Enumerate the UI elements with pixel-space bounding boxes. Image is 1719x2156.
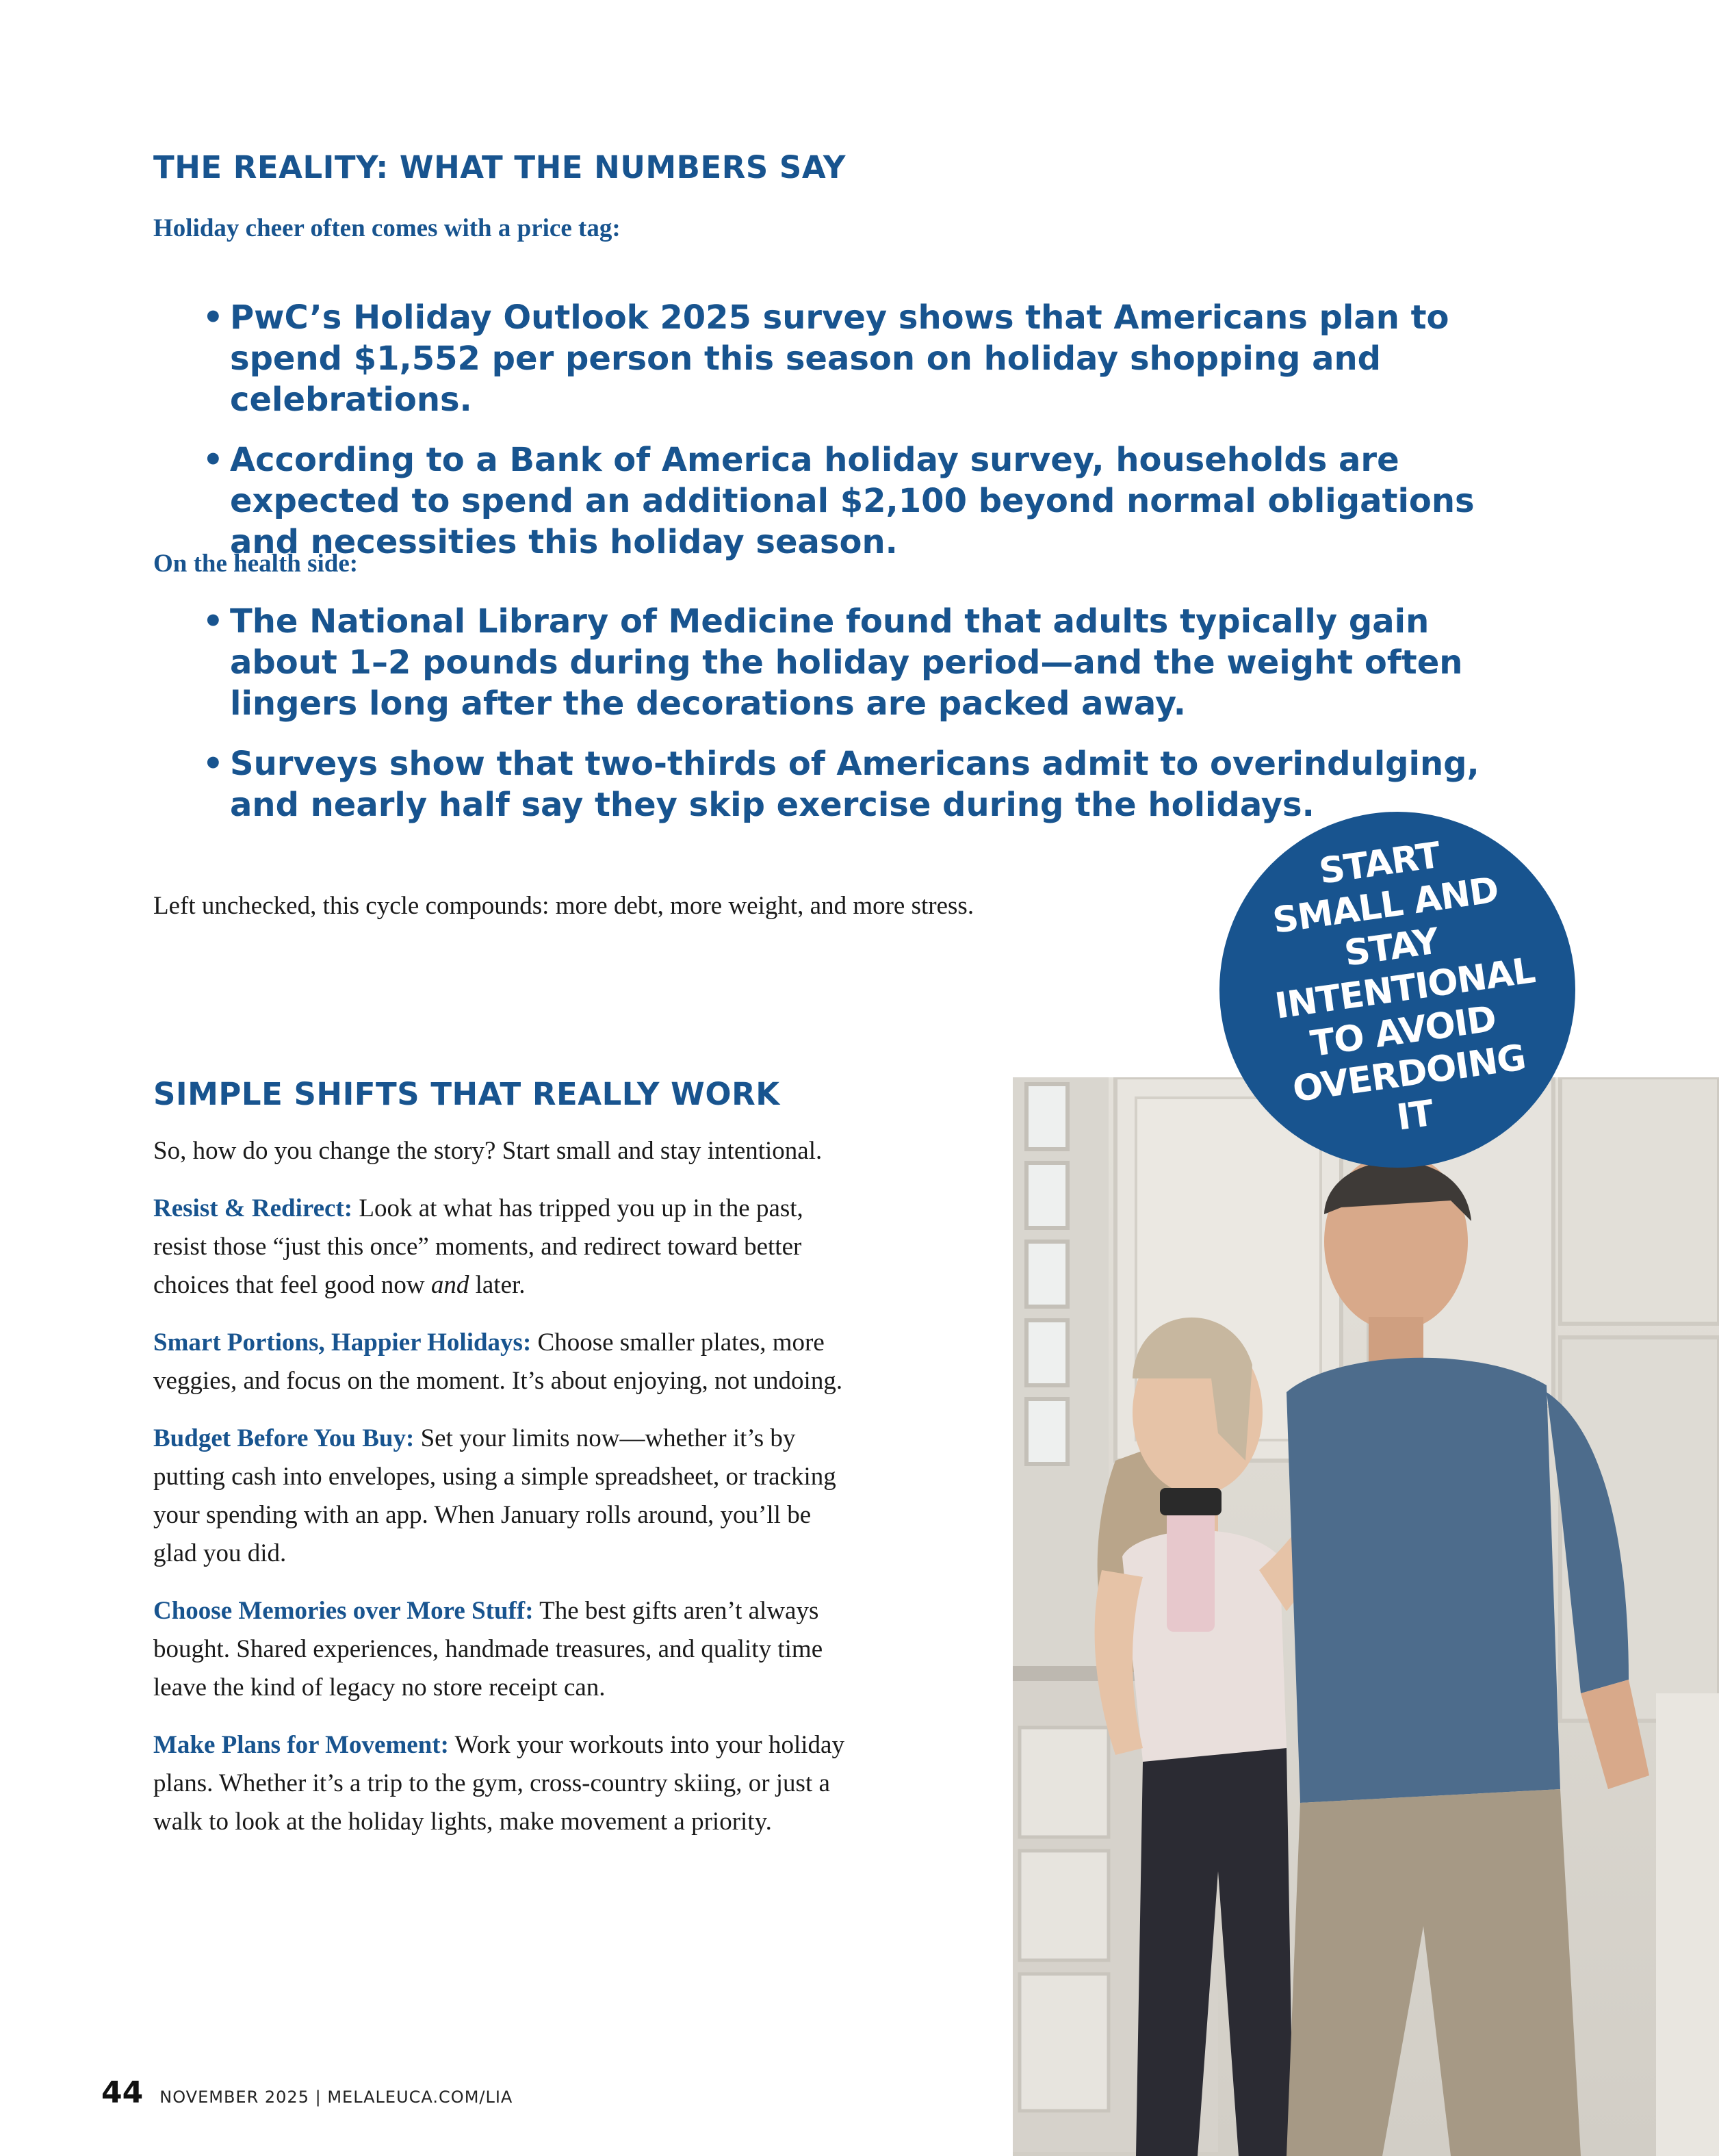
tip-paragraph	[153, 1190, 858, 1305]
tip-paragraph	[153, 1420, 858, 1573]
list-item: • The National Library of Medicine found that adults typically gain about 1–2 pounds during the holiday period—and the weight often lingers long after the decorations are packed away.	[203, 602, 1463, 723]
tip-body: Work your workouts into your holiday plans. Whether it’s a trip to the gym, cross-country skiing, or just a walk to look at the holiday lights, make movement a priority.	[153, 1731, 844, 1836]
shaker-bottle	[1160, 1488, 1222, 1632]
shifts-body	[153, 1132, 858, 1860]
footer-issue: NOVEMBER 2025	[159, 2088, 309, 2107]
tip-lead: Budget Before You Buy:	[153, 1424, 415, 1452]
tip-lead: Resist & Redirect:	[153, 1194, 353, 1222]
footer-separator: |	[315, 2088, 322, 2107]
list-item-text: Surveys show that two-thirds of Americans admit to overindulging, and nearly half say they skip exercise during the holidays.	[230, 745, 1479, 824]
list-item-text: According to a Bank of America holiday survey, households are expected to spend an additional $2,100 beyond normal obligations and necessities this holiday season.	[230, 441, 1475, 561]
section-heading-shifts: SIMPLE SHIFTS THAT REALLY WORK	[153, 1076, 780, 1112]
tip-paragraph	[153, 1726, 858, 1841]
couple-kitchen-photo	[1013, 1077, 1719, 2156]
list-item: • According to a Bank of America holiday survey, households are expected to spend an additional $2,100 beyond normal obligations and necessities this holiday season.	[203, 441, 1475, 561]
tip-paragraph	[153, 1324, 858, 1400]
list-item: • Surveys show that two-thirds of Americans admit to overindulging, and nearly half say they skip exercise during the holidays.	[203, 745, 1479, 824]
list-item: • PwC’s Holiday Outlook 2025 survey shows that Americans plan to spend $1,552 per person this season on holiday shopping and celebrations.	[203, 298, 1449, 419]
financial-stats-list	[203, 297, 1544, 582]
tip-body-end: later.	[475, 1271, 526, 1299]
health-stats-list	[203, 601, 1489, 845]
section-intro: Holiday cheer often comes with a price tag:	[153, 214, 621, 242]
footer-site: MELALEUCA.COM/LIA	[327, 2088, 513, 2107]
shifts-intro: So, how do you change the story? Start small and stay intentional.	[153, 1137, 823, 1165]
callout-circle	[1219, 812, 1575, 1168]
page-number: 44	[101, 2075, 144, 2110]
tip-body: Choose smaller plates, more veggies, and focus on the moment. It’s about enjoying, not undoing.	[153, 1329, 843, 1395]
tip-paragraph	[153, 1592, 858, 1707]
tip-lead: Choose Memories over More Stuff:	[153, 1597, 534, 1625]
list-item-text: PwC’s Holiday Outlook 2025 survey shows that Americans plan to spend $1,552 per person this season on holiday shopping and celebrations.	[230, 298, 1449, 419]
tip-emphasis: and	[430, 1271, 469, 1299]
health-intro: On the health side:	[153, 550, 359, 578]
summary-text: Left unchecked, this cycle compounds: more debt, more weight, and more stress.	[153, 892, 974, 920]
tip-lead: Smart Portions, Happier Holidays:	[153, 1329, 532, 1357]
section-heading-reality: THE REALITY: WHAT THE NUMBERS SAY	[153, 149, 846, 185]
tip-body: The best gifts aren’t always bought. Shared experiences, handmade treasures, and quality time leave the kind of legacy no store receipt can.	[153, 1597, 823, 1702]
tip-body: Look at what has tripped you up in the past, resist those “just this once” moments, and redirect toward better choices that feel good now	[153, 1194, 803, 1299]
tip-body: Set your limits now—whether it’s by putting cash into envelopes, using a simple spreadsheet, or tracking your spending with an app. When January rolls around, you’ll be glad you did.	[153, 1424, 836, 1567]
tip-lead: Make Plans for Movement:	[153, 1731, 449, 1759]
page-footer	[101, 2075, 513, 2110]
list-item-text: The National Library of Medicine found that adults typically gain about 1–2 pounds during the holiday period—and the weight often lingers long after the decorations are packed away.	[230, 602, 1463, 723]
footer-text	[159, 2088, 513, 2107]
callout-text: START SMALL AND STAY INTENTIONAL TO AVOID OVERDOING IT	[1270, 834, 1538, 1139]
